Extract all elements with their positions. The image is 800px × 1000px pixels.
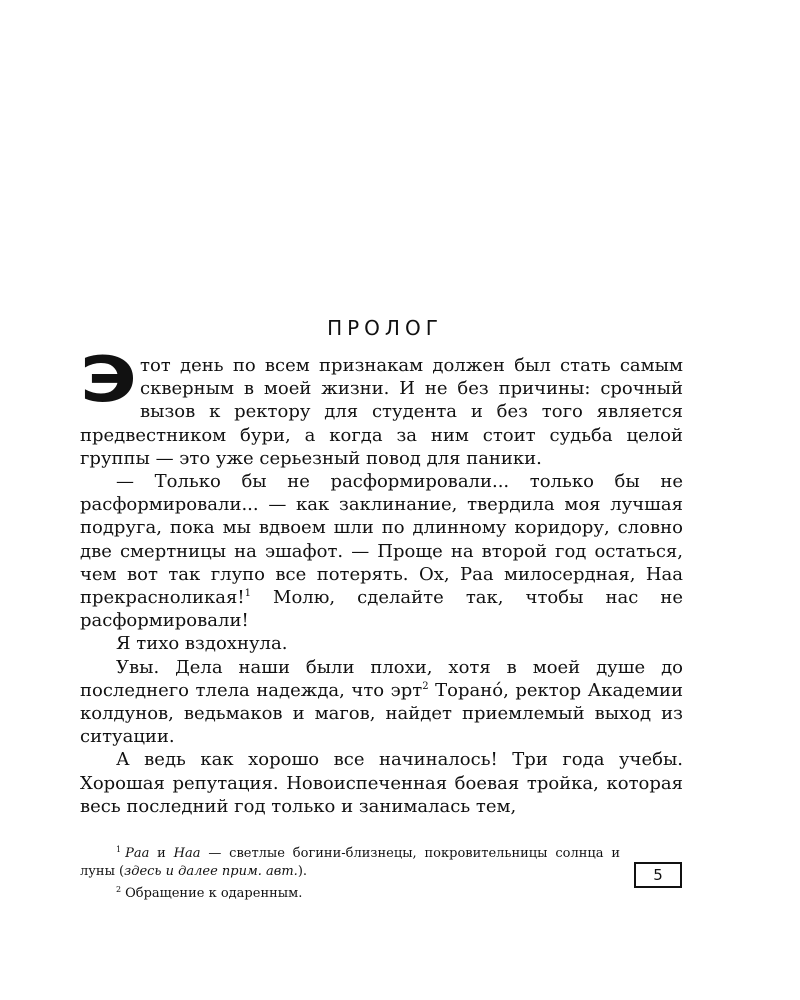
paragraph-1: [80, 343, 683, 470]
footnote-2-mark: 2: [116, 885, 122, 894]
footnote-ref-1: 1: [244, 588, 251, 600]
footnote-1-and: и: [149, 846, 174, 861]
chapter-title: ПРОЛОГ: [327, 316, 443, 340]
footnote-1-italic: здесь и далее прим. авт.: [124, 864, 298, 879]
footnote-1-end: ).: [297, 864, 308, 879]
footnote-1-term-raa: Раа: [125, 846, 150, 861]
paragraph-3: Я тихо вздохнула.: [116, 633, 288, 655]
page-number: 5: [634, 862, 682, 888]
footnote-ref-2: 2: [422, 680, 429, 692]
paragraph-4-text-a: Увы. Дела наши были плохи, хотя в моей душе до последнего тлела надежда, что эрт: [80, 656, 683, 701]
main-text: [80, 343, 683, 818]
footnote-1-text: — светлые богини-близнецы, покровительницы солнца и луны (: [80, 846, 620, 879]
paragraph-2-text-a: — Только бы не расформировали... только бы не расформировали... — как заклинание, твердила моя лучшая подруга, пока мы вдвоем шли по длинному коридору, словно две смертницы на эшафот. — Проще на второй год остаться, чем вот так глупо все потерять. Ох, Раа милосердная, Наа прекрасноликая!: [80, 471, 683, 609]
footnote-2: [80, 881, 620, 903]
drop-cap: Э: [80, 343, 137, 416]
paragraph-4-text-b: Торанó, ректор Академии колдунов, ведьмаков и магов, найдет приемлемый выход из ситуации.: [80, 679, 683, 748]
footnote-1-mark: 1: [116, 845, 122, 854]
paragraph-2-text-b: Молю, сделайте так, чтобы нас не расформировали!: [80, 587, 683, 632]
paragraph-1-text: тот день по всем признакам должен был стать самым скверным в моей жизни. И не без причины: срочный вызов к ректору для студента и без того является предвестником бури, а когда за ним стоит судьба целой группы — это уже серьезный повод для паники.: [80, 355, 683, 469]
paragraph-2: [80, 470, 683, 632]
footnotes: [80, 841, 620, 903]
footnote-1: [80, 841, 620, 881]
paragraph-5: А ведь как хорошо все начиналось! Три года учебы. Хорошая репутация. Новоиспеченная боевая тройка, которая весь последний год только и занималась тем,: [80, 749, 683, 817]
footnote-1-term-naa: Наа: [173, 846, 201, 861]
footnote-2-text: Обращение к одаренным.: [125, 886, 303, 901]
paragraph-4: [80, 656, 683, 749]
